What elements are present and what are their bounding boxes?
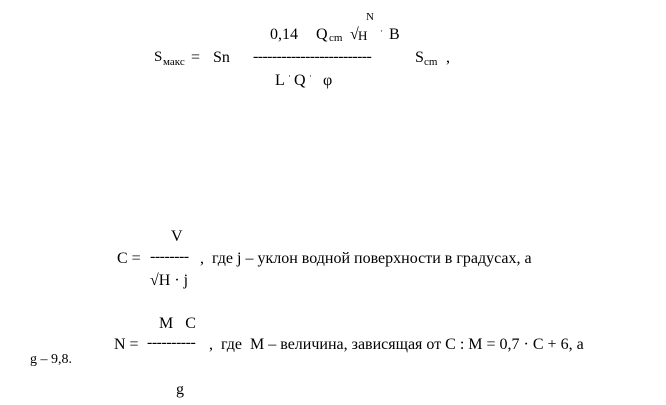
- formula1-denominator-dot1: ·: [288, 71, 291, 81]
- formula3-numerator: M C: [159, 315, 196, 332]
- formula3-fraction-line: ----------: [147, 334, 196, 351]
- formula1-rhs-s: S: [415, 49, 424, 66]
- formula1-equals: =: [191, 49, 201, 66]
- formula1-denominator-q: Q: [294, 72, 306, 89]
- formula1-numerator-b: B: [389, 26, 400, 43]
- formula2-denominator: √H · j: [150, 272, 189, 289]
- formula1-numerator-h: H: [358, 28, 368, 43]
- formula2-lhs: C =: [117, 250, 141, 267]
- formula1-fraction-line: -------------------------: [253, 48, 372, 65]
- formula3-lhs: N =: [114, 336, 139, 353]
- formula1-denominator-l: L: [275, 72, 285, 89]
- formula2-numerator: V: [171, 228, 183, 245]
- formula1-numerator-exponent: N: [366, 11, 374, 23]
- formula1-rhs-subscript: cm: [424, 56, 438, 68]
- formula1-rhs-comma: ,: [446, 49, 450, 66]
- formula1-numerator-q-subscript: cm: [329, 32, 343, 44]
- formula3-denominator: g: [176, 381, 184, 398]
- formula1-numerator-coefficient: 0,14: [270, 26, 298, 43]
- formula1-numerator-dot: ·: [380, 26, 383, 36]
- formula3-text: , где M – величина, зависящая от C : M = 0,7 · C + 6, а: [205, 336, 584, 353]
- formula1-lhs-subscript: макс: [163, 56, 185, 68]
- formula3-continuation: g – 9,8.: [30, 352, 72, 367]
- formula1-numerator-root-sign: √: [350, 26, 359, 43]
- formula2-text: , где j – уклон водной поверхности в градусах, а: [200, 250, 532, 267]
- formula2-fraction-line: --------: [150, 248, 189, 265]
- formula1-sn: Sn: [213, 49, 230, 66]
- formula1-lhs-s: S: [154, 49, 163, 65]
- formula1-denominator-phi: φ: [323, 72, 333, 89]
- formula1-denominator-dot2: ·: [309, 71, 312, 81]
- formula1-numerator-q: Q: [316, 26, 328, 43]
